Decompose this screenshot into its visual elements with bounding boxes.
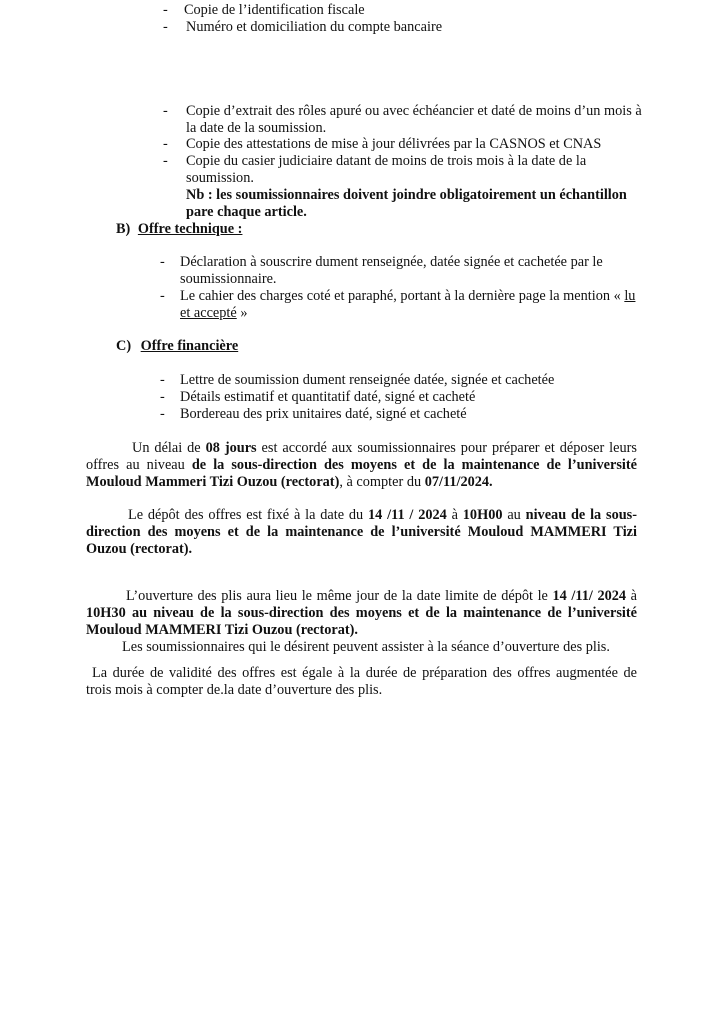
section-title: Offre technique : (137, 221, 243, 237)
list-item (163, 2, 365, 19)
list-item-text: Copie d’extrait des rôles apuré ou avec échéancier et daté de moins d’un mois à (186, 103, 642, 119)
list-item-text-cont: et accepté » (180, 305, 248, 321)
list-item (163, 103, 663, 137)
list-item (160, 389, 475, 406)
list-item-text: Le cahier des charges coté et paraphé, portant à la dernière page la mention « lu (180, 288, 636, 304)
list-dash: - (163, 153, 168, 169)
list-item (163, 153, 663, 187)
list-item-text: Détails estimatif et quantitatif daté, signé et cacheté (180, 389, 476, 405)
list-dash: - (160, 288, 165, 304)
list-item-text-cont: la date de la soumission. (186, 120, 327, 136)
list-dash: - (160, 406, 165, 422)
list-item-text-cont: soumission. (186, 170, 254, 186)
list-dash: - (163, 2, 168, 18)
list-item (160, 372, 554, 389)
section-letter: B) (116, 221, 131, 237)
list-item (160, 288, 660, 322)
list-item (163, 136, 601, 153)
list-item-text: Bordereau des prix unitaires daté, signé et cacheté (180, 406, 467, 422)
list-item (163, 19, 442, 36)
list-dash: - (163, 19, 168, 35)
note-line: Nb : les soumissionnaires doivent joindre obligatoirement un échantillon (186, 187, 627, 203)
section-letter: C) (116, 338, 132, 354)
list-item-text: Copie des attestations de mise à jour délivrées par la CASNOS et CNAS (186, 136, 602, 152)
list-dash: - (160, 389, 165, 405)
paragraph-ouverture: L’ouverture des plis aura lieu le même jour de la date limite de dépôt le 14 /11/ 2024 à 10H30 au niveau de la sous-direction des moyens et de la maintenance de l’université Mouloud MAMMERI Tizi Ouzou (rectorat). Les soumissionnaires qui le désirent peuvent assister à la séance d’ouverture des plis. (86, 588, 637, 655)
note-line: pare chaque article. (186, 204, 307, 220)
list-item-text: Lettre de soumission dument renseignée datée, signée et cachetée (180, 372, 555, 388)
section-title: Offre financière (140, 338, 239, 354)
section-heading-financiere (116, 338, 238, 355)
list-item-text-cont: soumissionnaire. (180, 271, 277, 287)
list-dash: - (163, 136, 168, 152)
note (186, 187, 627, 221)
list-item (160, 254, 630, 288)
list-item-text: Copie de l’identification fiscale (184, 2, 365, 18)
list-dash: - (163, 103, 168, 119)
list-item-text: Déclaration à souscrire dument renseignée, datée signée et cachetée par le (180, 254, 603, 270)
list-item-text: Numéro et domiciliation du compte bancaire (186, 19, 443, 35)
list-item (160, 406, 467, 423)
list-item-text: Copie du casier judiciaire datant de moins de trois mois à la date de la (186, 153, 587, 169)
section-heading-technique (116, 221, 242, 238)
paragraph-delai: Un délai de 08 jours est accordé aux soumissionnaires pour préparer et déposer leurs offres au niveau de la sous-direction des moyens et de la maintenance de l’université Mouloud Mammeri Tizi Ouzou (rectorat), à compter du 07/11/2024. (86, 440, 637, 490)
paragraph-depot: Le dépôt des offres est fixé à la date du 14 /11 / 2024 à 10H00 au niveau de la sous- direction des moyens et de la maintenance de l’université Mouloud MAMMERI Tizi Ouzou (rectorat). (86, 507, 637, 557)
list-dash: - (160, 372, 165, 388)
list-dash: - (160, 254, 165, 270)
paragraph-validite: La durée de validité des offres est égale à la durée de préparation des offres augmentée de trois mois à compter de.la date d’ouverture des plis. (86, 665, 637, 698)
